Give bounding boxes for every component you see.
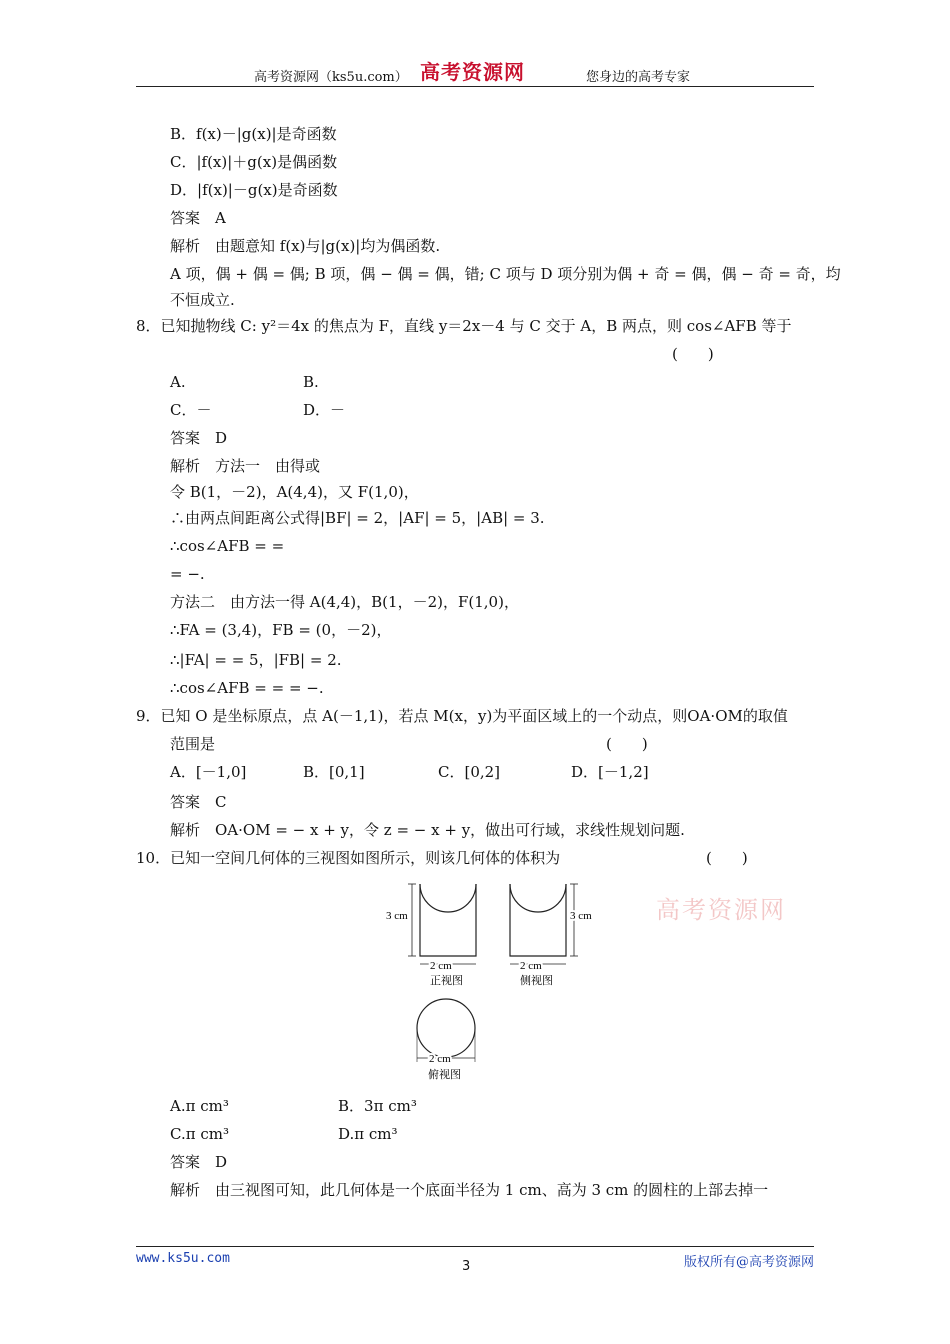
text-line: 9．已知 O 是坐标原点，点 A(－1,1)，若点 M(x，y)为平面区域上的一个动点，则OA·OM的取值: [136, 707, 788, 725]
text-line: B.: [303, 373, 319, 391]
text-line: = −.: [170, 565, 205, 583]
front-caption: 正视图: [430, 975, 463, 987]
text-line: C．－: [170, 401, 212, 419]
header-site: 高考资源网（ks5u.com）: [254, 70, 408, 85]
top-caption: 俯视图: [428, 1069, 461, 1081]
watermark: 高考资源网: [656, 896, 786, 924]
footer-copyright: 版权所有@高考资源网: [683, 1255, 814, 1270]
text-line: ∴FA = (3,4)，FB = (0，－2)，: [170, 621, 392, 639]
text-line: ( ): [706, 849, 748, 867]
top-width-label: 2 cm: [429, 1053, 451, 1065]
text-line: 10．已知一空间几何体的三视图如图所示，则该几何体的体积为: [136, 849, 561, 867]
text-line: 方法二 由方法一得 A(4,4)，B(1，－2)，F(1,0)，: [170, 593, 519, 611]
page-number: 3: [462, 1259, 471, 1274]
header-slogan: 您身边的高考专家: [586, 70, 691, 85]
text-line: 8．已知抛物线 C: y²＝4x 的焦点为 F，直线 y＝2x－4 与 C 交于 A，B 两点，则 cos∠AFB 等于: [136, 317, 792, 335]
text-line: D．[－1,2]: [571, 763, 649, 781]
side-height-label: 3 cm: [570, 910, 592, 922]
text-line: C．|f(x)|＋g(x)是偶函数: [170, 153, 338, 171]
top-view: [417, 999, 475, 1081]
text-line: C.π cm³: [170, 1125, 229, 1143]
text-line: ∴cos∠AFB = = = −.: [170, 679, 324, 697]
text-line: C．[0,2]: [438, 763, 501, 781]
text-line: A.: [170, 373, 186, 391]
text-line: D．|f(x)|－g(x)是奇函数: [170, 181, 338, 199]
text-line: A．[－1,0]: [170, 763, 247, 781]
text-line: 解析 OA·OM = − x + y，令 z = − x + y，做出可行域，求线性规划问题.: [170, 821, 685, 839]
text-line: B．[0,1]: [303, 763, 365, 781]
text-line: 解析 由题意知 f(x)与|g(x)|均为偶函数.: [170, 237, 441, 255]
text-line: ∴由两点间距离公式得|BF| = 2，|AF| = 5，|AB| = 3.: [170, 509, 545, 527]
footer-site-link[interactable]: www.ks5u.com: [136, 1251, 230, 1266]
text-line: 答案 D: [170, 429, 228, 447]
text-line: 解析 由三视图可知，此几何体是一个底面半径为 1 cm、高为 3 cm 的圆柱的上部去掉一: [170, 1181, 769, 1199]
page-header: [136, 60, 814, 87]
text-line: 答案 D: [170, 1153, 228, 1171]
side-view: [510, 884, 592, 987]
header-logo: 高考资源网: [420, 60, 525, 84]
text-line: B．3π cm³: [338, 1097, 417, 1115]
text-line: ( ): [606, 735, 648, 753]
text-line: 答案 A: [170, 209, 226, 227]
front-width-label: 2 cm: [430, 960, 452, 972]
text-line: A 项，偶 + 偶 = 偶; B 项，偶 − 偶 = 偶，错; C 项与 D 项分别为偶 + 奇 = 偶，偶 − 奇 = 奇，均: [170, 265, 841, 283]
text-line: D.π cm³: [338, 1125, 398, 1143]
text-line: ∴|FA| = = 5，|FB| = 2.: [170, 651, 342, 669]
side-width-label: 2 cm: [520, 960, 542, 972]
text-line: 范围是: [170, 735, 216, 753]
text-line: ∴cos∠AFB = =: [170, 537, 285, 555]
text-line: B．f(x)－|g(x)|是奇函数: [170, 125, 337, 143]
text-line: 答案 C: [170, 793, 227, 811]
front-height-label: 3 cm: [386, 910, 408, 922]
text-line: ( ): [672, 345, 714, 363]
text-line: A.π cm³: [170, 1097, 229, 1115]
side-caption: 侧视图: [520, 975, 553, 987]
text-line: 解析 方法一 由得或: [170, 457, 321, 475]
three-view-figure: [384, 876, 604, 1106]
text-line: 令 B(1，－2)，A(4,4)，又 F(1,0)，: [170, 483, 419, 501]
page-footer: [136, 1246, 814, 1277]
front-view: [386, 884, 476, 987]
text-line: 不恒成立.: [170, 291, 235, 309]
text-line: D．－: [303, 401, 346, 419]
